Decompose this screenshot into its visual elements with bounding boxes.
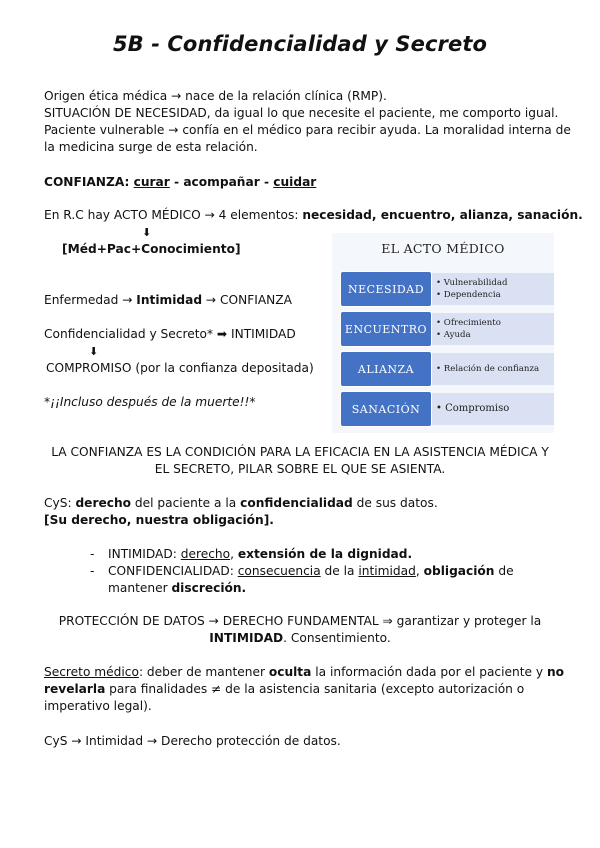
diagram-row-sanacion (332, 393, 554, 425)
bullet-dash: - (90, 547, 95, 561)
bullet-confidencialidad-line-2 (108, 580, 246, 597)
bullet-conf-underline-1: consecuencia (237, 564, 321, 578)
confianza-label: CONFIANZA: (44, 175, 130, 189)
bullet-conf-sep: , (415, 564, 424, 578)
bullet-intimidad (108, 546, 412, 563)
intro-line-2: SITUACIÓN DE NECESIDAD, da igual lo que necesite el paciente, me comporto igual. (44, 106, 559, 120)
diagram-box-alianza: ALIANZA (340, 351, 432, 387)
diagram-title: EL ACTO MÉDICO (381, 241, 505, 256)
derecho-mid: del paciente a la (131, 496, 241, 510)
intro-line-1: Origen ética médica → nace de la relación clínica (RMP). (44, 89, 387, 103)
derecho-pre: CyS: (44, 496, 76, 510)
diagram-item: • Ofrecimiento (436, 318, 501, 328)
confianza-separator: - acompañar - (169, 175, 274, 189)
acto-medico-elements: necesidad, encuentro, alianza, sanación. (302, 208, 583, 222)
diagram-row-alianza (332, 353, 554, 385)
secreto-l2-post: para finalidades ≠ de la asistencia sanitaria (excepto autorización o (105, 682, 525, 696)
diagram-row-encuentro (332, 313, 554, 345)
confianza-line (44, 174, 316, 191)
derecho-obligacion-line: [Su derecho, nuestra obligación]. (44, 513, 274, 527)
secreto-bold-oculta: oculta (268, 665, 312, 679)
diagram-item: • Compromiso (436, 403, 510, 414)
final-line: CyS → Intimidad → Derecho protección de datos. (44, 734, 341, 748)
page-title: 5B - Confidencialidad y Secreto (112, 32, 488, 56)
bullet-conf-l2-bold: discreción. (171, 581, 247, 595)
secreto-bold-no: no (546, 665, 565, 679)
diagram-row-necesidad (332, 273, 554, 305)
diagram-item: • Ayuda (436, 330, 471, 340)
intro-line-4: la medicina surge de esta relación. (44, 140, 258, 154)
diagram-item: • Relación de confianza (436, 364, 540, 374)
derecho-bold-2: confidencialidad (240, 496, 353, 510)
enfermedad-line (44, 292, 292, 309)
acto-medico-line (44, 207, 583, 224)
diagram-panel (432, 353, 554, 385)
diagram-item: • Dependencia (436, 290, 501, 300)
enfermedad-bold: Intimidad (136, 293, 203, 307)
bullet-conf-underline-2: intimidad (358, 564, 416, 578)
intro-line-3: Paciente vulnerable → confía en el médico para recibir ayuda. La moralidad interna de (44, 123, 571, 137)
bullet-conf-bold: obligación (423, 564, 495, 578)
secreto-bold-revelarla: revelarla (44, 682, 106, 696)
proteccion-line-1: PROTECCIÓN DE DATOS → DERECHO FUNDAMENTAL ⇒ garantizar y proteger la (58, 614, 542, 628)
bullet-intimidad-bold: extensión de la dignidad. (237, 547, 413, 561)
enfermedad-post: → CONFIANZA (202, 293, 292, 307)
bullet-conf-pre: CONFIDENCIALIDAD: (108, 564, 238, 578)
diagram-panel (432, 273, 554, 305)
bullet-intimidad-sep: , (230, 547, 238, 561)
bullet-confidencialidad (108, 563, 514, 580)
statement-line-2: EL SECRETO, PILAR SOBRE EL QUE SE ASIENTA. (154, 462, 446, 476)
acto-formula: [Méd+Pac+Conocimiento] (62, 242, 241, 256)
down-arrow-icon: ⬇ (142, 226, 152, 239)
diagram-item: • Vulnerabilidad (436, 278, 508, 288)
bullet-intimidad-pre: INTIMIDAD: (108, 547, 181, 561)
compromiso-line: COMPROMISO (por la confianza depositada) (46, 361, 314, 375)
secreto-mid: la información dada por el paciente y (311, 665, 547, 679)
diagram-box-sanacion: SANACIÓN (340, 391, 432, 427)
proteccion-post: . Consentimiento. (283, 631, 391, 645)
bullet-intimidad-underline: derecho (180, 547, 231, 561)
derecho-post: de sus datos. (352, 496, 438, 510)
bullet-conf-post: de (494, 564, 514, 578)
derecho-bold-1: derecho (75, 496, 131, 510)
enfermedad-pre: Enfermedad → (44, 293, 137, 307)
down-arrow-icon: ⬇ (89, 345, 99, 358)
secreto-term: Secreto médico (44, 665, 139, 679)
diagram-box-encuentro: ENCUENTRO (340, 311, 432, 347)
diagram-panel (432, 393, 554, 425)
bullet-dash: - (90, 564, 95, 578)
statement-line-1: LA CONFIANZA ES LA CONDICIÓN PARA LA EFICACIA EN LA ASISTENCIA MÉDICA Y (51, 445, 549, 459)
proteccion-line-2 (0, 630, 600, 647)
death-note: *¡¡Incluso después de la muerte!!* (44, 395, 256, 409)
diagram-panel (432, 313, 554, 345)
secreto-line-2 (44, 681, 524, 698)
cys-intimidad-line: Confidencialidad y Secreto* ➡ INTIMIDAD (44, 327, 296, 341)
secreto-line-1 (44, 664, 564, 681)
secreto-pre: : deber de mantener (138, 665, 269, 679)
acto-medico-diagram (332, 233, 554, 433)
proteccion-intimidad: INTIMIDAD (209, 631, 284, 645)
acto-medico-text: En R.C hay ACTO MÉDICO → 4 elementos: (44, 208, 303, 222)
diagram-box-necesidad: NECESIDAD (340, 271, 432, 307)
bullet-conf-l2-pre: mantener (108, 581, 172, 595)
derecho-line (44, 495, 438, 512)
confianza-word-cuidar: cuidar (273, 175, 317, 189)
secreto-line-3: imperativo legal). (44, 699, 152, 713)
bullet-conf-mid: de la (320, 564, 359, 578)
confianza-word-curar: curar (133, 175, 170, 189)
